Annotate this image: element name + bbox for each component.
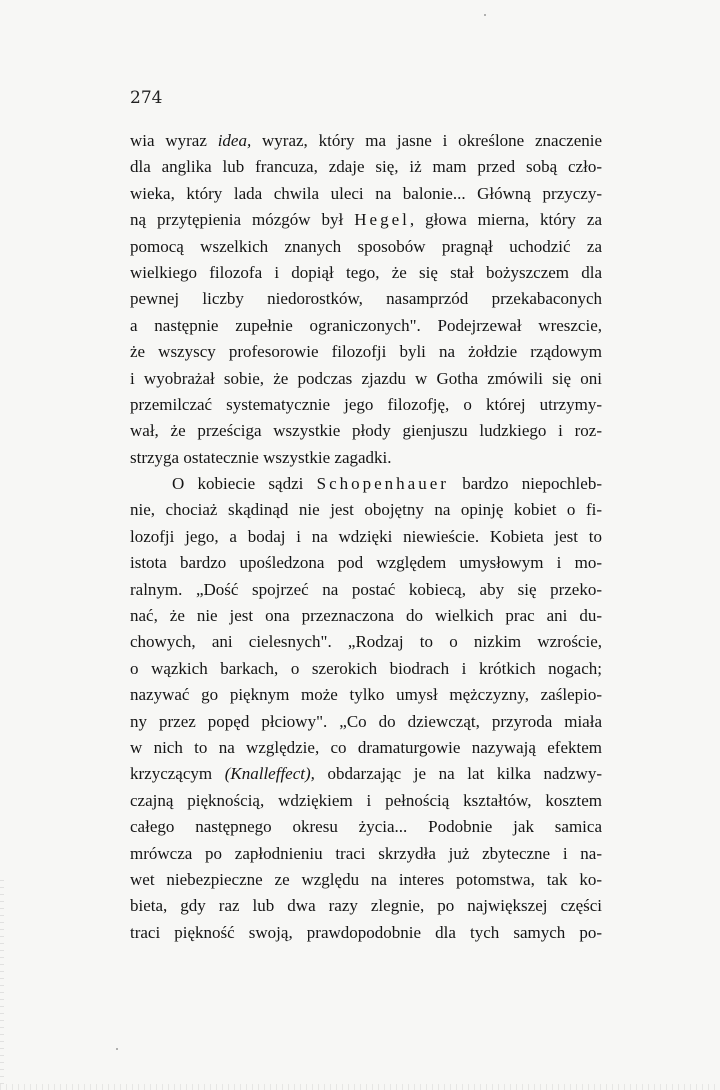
text-line: i wyobrażał sobie, że podczas zjazdu w Gotha zmówili się oni [130, 368, 602, 388]
text-line: całego następnego okresu życia... Podobnie jak samica [130, 817, 602, 837]
text-line: wet niebezpieczne ze względu na interes potomstwa, tak ko- [130, 869, 602, 889]
text-line: o wązkich barkach, o szerokich biodrach i krótkich nogach; [130, 658, 602, 678]
text-segment: wyraz, który ma jasne i określone znaczenie [251, 131, 603, 150]
text-segment: obdarzając je na lat kilka nadzwy- [314, 764, 602, 784]
text-line: istota bardzo upośledzona pod względem umysłowym i mo- [130, 553, 602, 573]
text-segment: krzyczącym [130, 764, 225, 784]
spaced-name: Schopenhauer [316, 474, 449, 494]
text-line: ralnym. „Dość spojrzeć na postać kobiecą, aby się przeko- [130, 579, 602, 599]
text-line: przemilczać systematycznie jego filozofję, o której utrzymy- [130, 394, 602, 414]
scan-edge-artifact [0, 880, 4, 1090]
text-line: czajną pięknością, wdziękiem i pełnością kształtów, kosztem [130, 790, 602, 810]
text-line: mrówcza po zapłodnieniu traci skrzydła już zbyteczne i na- [130, 843, 602, 863]
text-line: nie, chociaż skądinąd nie jest obojętny na opinję kobiet o fi- [130, 500, 602, 520]
text-segment: , głowa mierna, który za [409, 210, 603, 230]
text-line: nać, że nie jest ona przeznaczona do wielkich prac ani du- [130, 606, 602, 626]
text-line: a następnie zupełnie ograniczonych". Podejrzewał wreszcie, [130, 315, 602, 335]
scan-bottom-artifact [0, 1084, 720, 1090]
scan-speck [116, 1048, 118, 1050]
text-line [130, 761, 602, 787]
text-line: ny przez popęd płciowy". „Co do dziewcząt, przyroda miała [130, 711, 602, 731]
text-line: chowych, ani cielesnych". „Rodzaj to o nizkim wzroście, [130, 632, 602, 652]
text-segment: wia wyraz [130, 131, 218, 150]
spaced-name: Hegel [354, 210, 410, 230]
italic-term: (Knalleffect), [224, 764, 315, 784]
text-line: nazywać go pięknym może tylko umysł mężczyzny, zaślepio- [130, 685, 602, 705]
text-line: wieka, który lada chwila uleci na balonie... Główną przyczy- [130, 183, 602, 203]
text-segment: ną przytępienia mózgów był [130, 210, 355, 230]
text-line: wał, że prześciga wszystkie płody gienjuszu ludzkiego i roz- [130, 421, 602, 441]
text-line: strzyga ostatecznie wszystkie zagadki. [130, 447, 392, 467]
text-segment: bardzo niepochleb- [448, 474, 602, 494]
body-text [130, 128, 602, 946]
text-line: wielkiego filozofa i dopiął tego, że się stał bożyszczem dla [130, 262, 602, 282]
text-line: traci piękność swoją, prawdopodobnie dla tych samych po- [130, 922, 602, 942]
text-line: w nich to na względzie, co dramaturgowie nazywają efektem [130, 737, 602, 757]
text-line [130, 207, 602, 233]
text-line: pewnej liczby niedorostków, nasamprzód przekabaconych [130, 289, 602, 309]
text-segment: O kobiecie sądzi [172, 474, 317, 494]
text-line: lozofji jego, a bodaj i na wdzięki niewieście. Kobieta jest to [130, 526, 602, 546]
text-line: że wszyscy profesorowie filozofji byli na żołdzie rządowym [130, 342, 602, 362]
text-line [130, 471, 602, 497]
page-number: 274 [130, 88, 163, 108]
text-line: pomocą wszelkich znanych sposobów pragnął uchodzić za [130, 236, 602, 256]
text-line [130, 128, 602, 154]
text-line: bieta, gdy raz lub dwa razy zlegnie, po największej części [130, 896, 602, 916]
text-line: dla anglika lub francuza, zdaje się, iż mam przed sobą czło- [130, 157, 602, 177]
italic-term: idea, [217, 131, 252, 150]
scan-speck [484, 14, 486, 16]
